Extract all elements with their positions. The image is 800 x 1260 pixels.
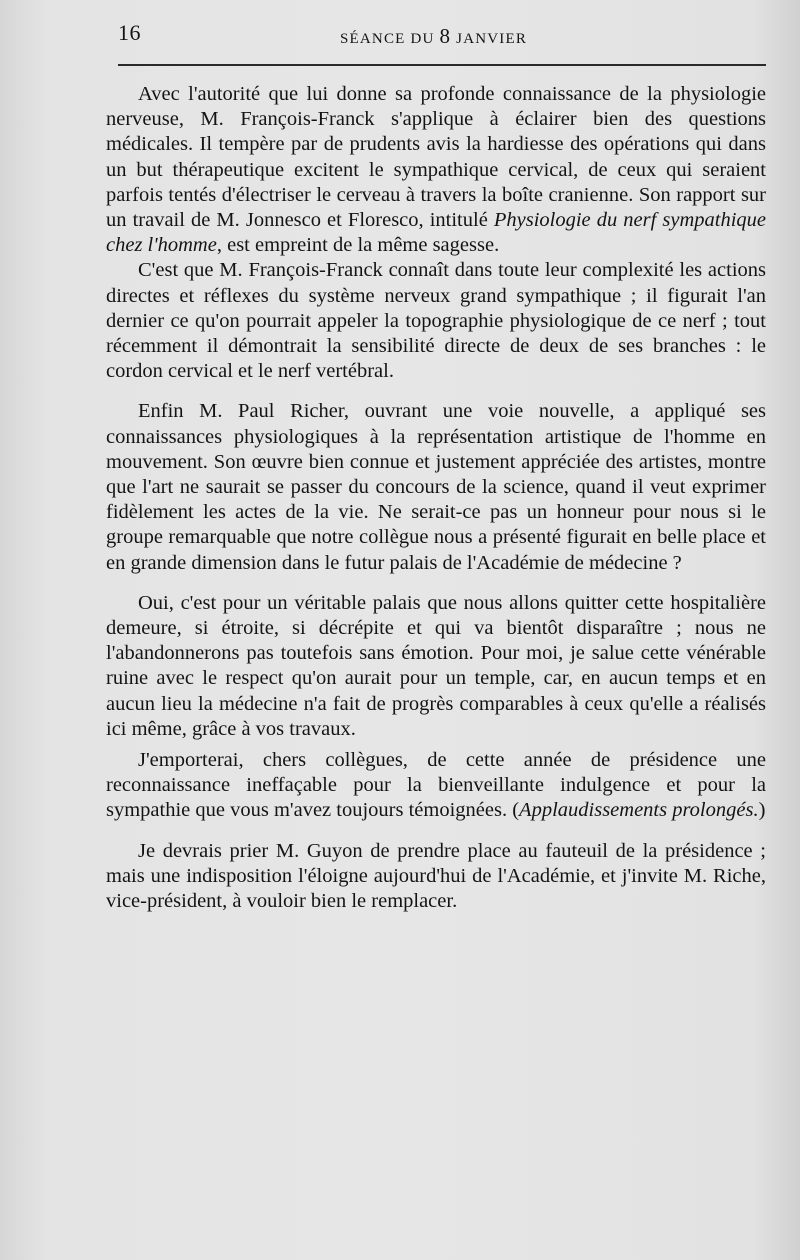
paragraph-guyon-riche: Je devrais prier M. Guyon de prendre place au fauteuil de la présidence ; mais une indisposition l'éloigne aujourd'hui de l'Académie, et j'invite M. Riche, vice-président, à vouloir bien le remplacer.	[106, 839, 766, 913]
page-number: 16	[118, 20, 141, 45]
paragraph-francois-franck-authority	[106, 82, 766, 258]
paragraph-palace: Oui, c'est pour un véritable palais que nous allons quitter cette hospitalière demeure, si étroite, si décrépite et qui va bientôt disparaître ; nous ne l'abandonnerons pas toutefois sans émotion. Pour moi, je salue cette vénérable ruine avec le respect qu'on aurait pour un temple, car, en aucun temps et en aucun lieu la médecine n'a fait de progrès comparables à ceux qu'elle a réalisés ici même, grâce à vos travaux.	[106, 591, 766, 740]
paragraph-1-text-end: , est empreint de la même sagesse.	[216, 234, 500, 257]
paragraph-1-text: Avec l'autorité que lui donne sa profonde connaissance de la physiologie nerveuse, M. François-Franck s'applique à éclairer bien des questions médicales. Il tempère par de prudents avis la hardiesse des opérations qui dans un but thérapeutique excitent le sympathique cervical, de ceux qui seraient parfois tentés d'électriser le cerveau à travers la boîte cranienne. Son rapport sur un travail de M. Jonnesco et Floresco, intitulé	[106, 83, 766, 232]
paragraph-sympathetic-nerve: C'est que M. François-Franck connaît dans toute leur complexité les actions directes et réflexes du système nerveux grand sympathique ; il figurait l'an dernier ce qu'on pourrait appeler la topographie physiologique de ce nerf ; tout récemment il démontrait la sensibilité directe de deux de ses branches : le cordon cervical et le nerf vertébral.	[106, 259, 766, 383]
running-head	[340, 24, 527, 49]
page-header	[118, 18, 766, 48]
paragraph-paul-richer: Enfin M. Paul Richer, ouvrant une voie nouvelle, a appliqué ses connaissances physiologiques à la représentation artistique de l'homme en mouvement. Son œuvre bien connue et justement appréciée des artistes, montre que l'art ne saurait se passer du concours de la science, quand il veut exprimer fidèlement les actes de la vie. Ne serait-ce pas un honneur pour nous si le groupe remarquable que notre collègue nous a présenté figurait en belle place et en grande dimension dans le futur palais de l'Académie de médecine ?	[106, 400, 766, 574]
paragraph-gratitude	[106, 748, 766, 824]
paragraph-5-text-end: )	[758, 799, 766, 822]
header-rule	[118, 64, 766, 66]
paragraph-5-italic-applause: Applaudissements prolongés.	[519, 799, 759, 822]
running-head-number: 8	[439, 24, 452, 48]
running-head-before: SÉANCE DU	[340, 31, 440, 47]
running-head-after: JANVIER	[451, 31, 528, 47]
paragraph-5-text: J'emporterai, chers collègues, de cette année de présidence une reconnaissance ineffaçable pour la bienveillante indulgence et pour la sympathie que vous m'avez toujours témoignées. (	[106, 749, 766, 822]
paragraph-1-italic-title: Physiologie du nerf sympathique chez l'homme	[106, 209, 766, 257]
body-text	[106, 82, 766, 914]
